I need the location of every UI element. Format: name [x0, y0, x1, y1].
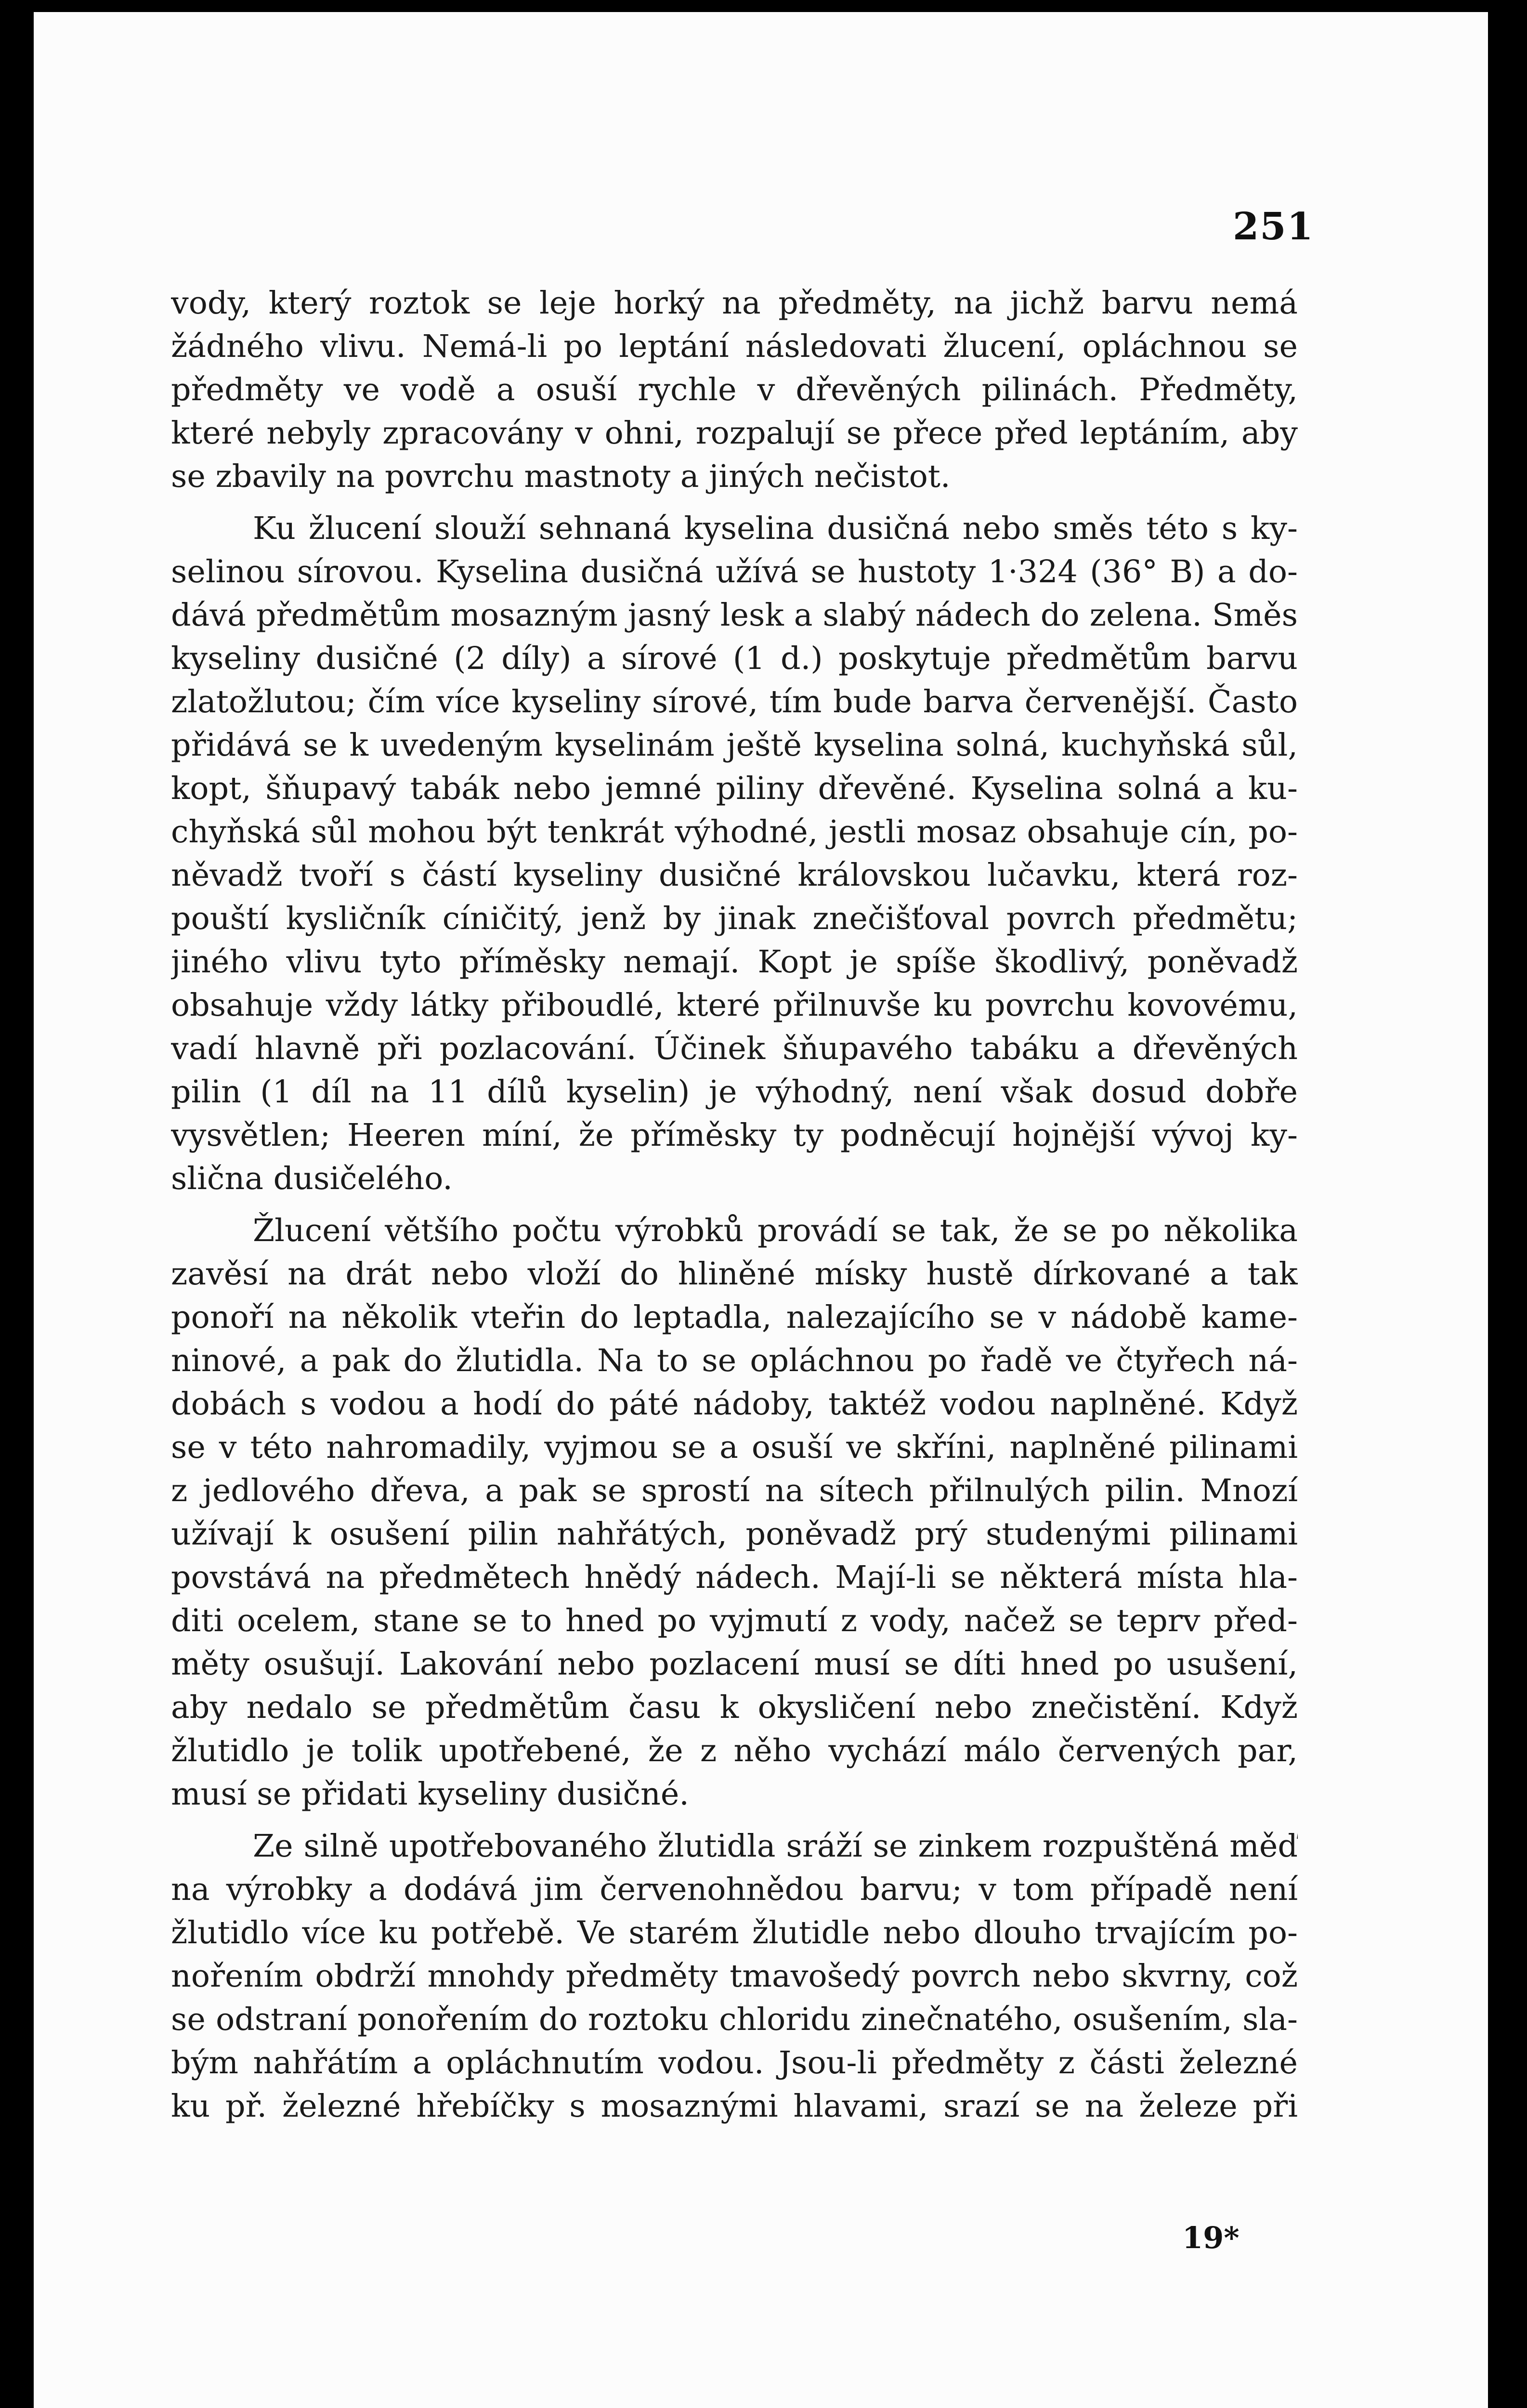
paragraph	[171, 282, 1298, 498]
text-line: předměty ve vodě a osuší rychle v dřevěných pilinách. Předměty,	[171, 372, 1298, 408]
text-line: něvadž tvoří s částí kyseliny dusičné královskou lučavku, která roz-	[171, 857, 1298, 893]
page-number: 251	[1233, 205, 1314, 249]
text-line: vadí hlavně při pozlacování. Účinek šňupavého tabáku a dřevěných	[171, 1031, 1298, 1067]
text-line: dobách s vodou a hodí do páté nádoby, taktéž vodou naplněné. Když	[171, 1386, 1298, 1422]
text-line: které nebyly zpracovány v ohni, rozpalují se přece před leptáním, aby	[171, 415, 1298, 451]
text-line: ponoří na několik vteřin do leptadla, nalezajícího se v nádobě kame-	[171, 1299, 1298, 1335]
text-line: na výrobky a dodává jim červenohnědou barvu; v tom případě není	[171, 1871, 1298, 1908]
paragraph	[171, 1825, 1298, 2128]
text-line: kyseliny dusičné (2 díly) a sírové (1 d.) poskytuje předmětům barvu	[171, 641, 1298, 677]
text-line: ku př. železné hřebíčky s mosaznými hlavami, srazí se na železe při	[171, 2088, 1298, 2124]
text-line: jiného vlivu tyto příměsky nemají. Kopt je spíše škodlivý, poněvadž	[171, 944, 1298, 980]
text-line: vysvětlen; Heeren míní, že příměsky ty podněcují hojnější vývoj ky-	[171, 1117, 1298, 1153]
text-line: žádného vlivu. Nemá-li po leptání následovati žlucení, opláchnou se	[171, 328, 1298, 365]
text-line: vody, který roztok se leje horký na předměty, na jichž barvu nemá	[171, 285, 1298, 321]
signature-mark: 19*	[1182, 2220, 1240, 2255]
text-line: musí se přidati kyseliny dusičné.	[171, 1776, 689, 1812]
text-line: diti ocelem, stane se to hned po vyjmutí z vody, načež se teprv před-	[171, 1603, 1298, 1639]
text-line: zlatožlutou; čím více kyseliny sírové, tím bude barva červenější. Často	[171, 684, 1298, 720]
text-line: dává předmětům mosazným jasný lesk a slabý nádech do zelena. Směs	[171, 597, 1298, 633]
text-line: chyňská sůl mohou být tenkrát výhodné, jestli mosaz obsahuje cín, po-	[171, 814, 1298, 850]
text-line: se v této nahromadily, vyjmou se a osuší ve skříni, naplněné pilinami	[171, 1429, 1298, 1466]
text-line: užívají k osušení pilin nahřátých, poněvadž prý studenými pilinami	[171, 1516, 1298, 1552]
text-line: se zbavily na povrchu mastnoty a jiných nečistot.	[171, 458, 951, 495]
text-line: povstává na předmětech hnědý nádech. Mají-li se některá místa hla-	[171, 1559, 1298, 1596]
text-line: nořením obdrží mnohdy předměty tmavošedý povrch nebo skvrny, což	[171, 1958, 1298, 1994]
text-line: žlutidlo více ku potřebě. Ve starém žlutidle nebo dlouho trvajícím po-	[171, 1915, 1298, 1951]
text-line: Ze silně upotřebovaného žlutidla sráží se zinkem rozpuštěná měď	[253, 1828, 1298, 1864]
text-line: ninové, a pak do žlutidla. Na to se opláchnou po řadě ve čtyřech ná-	[171, 1343, 1298, 1379]
text-line: se odstraní ponořením do roztoku chloridu zinečnatého, osušením, sla-	[171, 2002, 1298, 2038]
text-line: obsahuje vždy látky přiboudlé, které přilnuvše ku povrchu kovovému,	[171, 987, 1298, 1023]
text-line: slična dusičelého.	[171, 1161, 453, 1197]
text-line: pilin (1 díl na 11 dílů kyselin) je výhodný, není však dosud dobře	[171, 1074, 1298, 1110]
text-line: zavěsí na drát nebo vloží do hliněné mísky hustě dírkované a tak	[171, 1256, 1298, 1292]
text-line: měty osušují. Lakování nebo pozlacení musí se díti hned po usušení,	[171, 1646, 1298, 1682]
text-line: aby nedalo se předmětům času k okysličení nebo znečistění. Když	[171, 1689, 1298, 1726]
paragraph	[171, 507, 1298, 1201]
text-line: Ku žlucení slouží sehnaná kyselina dusičná nebo směs této s ky-	[253, 510, 1298, 547]
body-text	[171, 282, 1298, 2128]
text-line: selinou sírovou. Kyselina dusičná užívá se hustoty 1·324 (36° B) a do-	[171, 554, 1298, 590]
text-line: žlutidlo je tolik upotřebené, že z něho vychází málo červených par,	[171, 1733, 1298, 1769]
text-line: Žlucení většího počtu výrobků provádí se tak, že se po několika	[253, 1213, 1298, 1249]
text-line: bým nahřátím a opláchnutím vodou. Jsou-li předměty z části železné	[171, 2045, 1298, 2081]
text-line: z jedlového dřeva, a pak se sprostí na sítech přilnulých pilin. Mnozí	[171, 1473, 1298, 1509]
text-line: pouští kysličník cíničitý, jenž by jinak znečišťoval povrch předmětu;	[171, 901, 1298, 937]
text-line: kopt, šňupavý tabák nebo jemné piliny dřevěné. Kyselina solná a ku-	[171, 771, 1298, 807]
text-line: přidává se k uvedeným kyselinám ještě kyselina solná, kuchyňská sůl,	[171, 727, 1298, 763]
paragraph	[171, 1209, 1298, 1816]
